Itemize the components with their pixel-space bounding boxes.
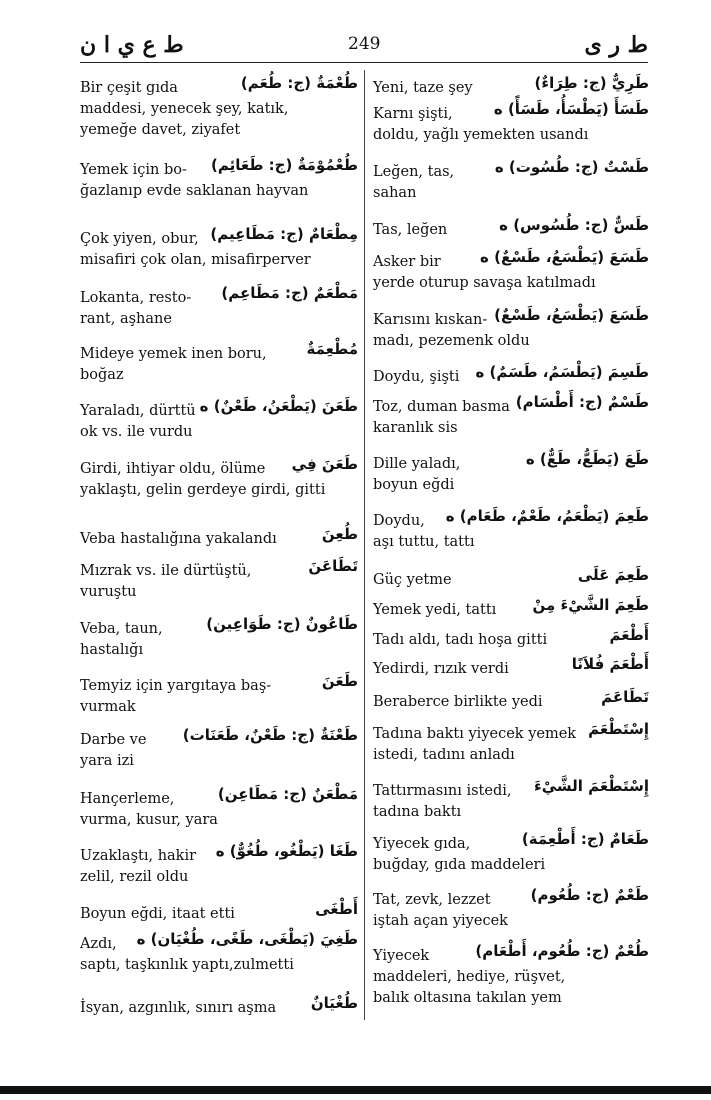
entry-arabic-headword: طَسْمٌ (ج: أَطْسَام)	[515, 393, 649, 411]
entry-definition-line: Yaraladı, dürttü	[80, 403, 196, 419]
page-bottom-bar	[0, 1086, 711, 1094]
entry-arabic-headword: طَسْتٌ (ج: طُسُوت) ه	[494, 158, 649, 176]
dictionary-entry	[373, 626, 649, 651]
dictionary-entry	[80, 994, 358, 1019]
entry-arabic-headword: مُطْعِمَةٌ	[306, 340, 358, 358]
entry-definition-line: vuruştu	[80, 584, 137, 600]
dictionary-entry	[80, 397, 358, 443]
entry-definition-line: Doydu,	[373, 513, 425, 529]
entry-definition-line: Yemek için bo-	[80, 162, 187, 178]
entry-arabic-headword: طَعَامٌ (ج: أَطْعِمَة)	[521, 830, 649, 848]
header-right-letters: ط ر ى	[584, 32, 648, 58]
entry-arabic-headword: طَسِمَ (يَطْسَمُ، طَسَمٌ) ه	[475, 363, 649, 381]
entry-definition-line: Yemek yedi, tattı	[373, 602, 497, 618]
entry-definition-line: istedi, tadını anladı	[373, 747, 515, 763]
entry-definition-line: Uzaklaştı, hakir	[80, 848, 197, 864]
entry-definition-line: Hançerleme,	[80, 791, 175, 807]
entry-arabic-headword: طَعَنَ (يَطْعَنُ، طَعْنٌ) ه	[199, 397, 358, 415]
entry-arabic-headword: طَعَنَ	[321, 672, 358, 690]
header-rule	[80, 62, 648, 63]
entry-arabic-headword: تَطَاعَمَ	[601, 688, 649, 706]
entry-definition-line: Karısını kıskan-	[373, 312, 488, 328]
dictionary-entry	[373, 886, 649, 932]
dictionary-entry	[80, 842, 358, 888]
entry-definition-line: Tadına baktı yiyecek yemek	[373, 726, 577, 742]
entry-arabic-headword: مَطْعَمٌ (ج: مَطَاعِم)	[221, 284, 358, 302]
entry-definition-line: Çok yiyen, obur,	[80, 231, 199, 247]
dictionary-entry	[373, 450, 649, 496]
dictionary-entry	[80, 900, 358, 925]
entry-definition-line: Temyiz için yargıtaya baş-	[80, 678, 272, 694]
entry-arabic-headword: أَطْغَى	[315, 900, 358, 918]
entry-definition-line: Toz, duman basma	[373, 399, 510, 415]
entry-definition-line: ğazlanıp evde saklanan hayvan	[80, 183, 309, 199]
entry-arabic-headword: طُغْيَانٌ	[310, 994, 358, 1012]
entry-definition-line: yaklaştı, gelin gerdeye girdi, gitti	[80, 482, 326, 498]
entry-definition-line: Karnı şişti,	[373, 106, 453, 122]
entry-definition-line: Veba, taun,	[80, 621, 163, 637]
entry-arabic-headword: طَغَا (يَطْغُو، طُغُوٌّ) ه	[215, 842, 358, 860]
dictionary-entry	[80, 615, 358, 661]
entry-definition-line: vurmak	[80, 699, 136, 715]
entry-arabic-headword: أَطْعَمَ	[609, 626, 649, 644]
dictionary-entry	[80, 340, 358, 386]
dictionary-entry	[80, 225, 358, 271]
entry-definition-line: Tat, zevk, lezzet	[373, 892, 491, 908]
dictionary-entry	[373, 688, 649, 713]
entry-definition-line: Girdi, ihtiyar oldu, ölüme	[80, 461, 266, 477]
entry-definition-line: aşı tuttu, tattı	[373, 534, 475, 550]
entry-definition-line: tadına baktı	[373, 804, 462, 820]
header-left-letters: ط ع ي ا ن	[80, 32, 184, 58]
entry-definition-line: Boyun eğdi, itaat etti	[80, 906, 235, 922]
entry-definition-line: rant, aşhane	[80, 311, 172, 327]
dictionary-entry	[80, 726, 358, 772]
entry-definition-line: misafiri çok olan, misafirperver	[80, 252, 311, 268]
entry-definition-line: Mızrak vs. ile dürtüştü,	[80, 563, 252, 579]
entry-definition-line: karanlık sis	[373, 420, 458, 436]
entry-arabic-headword: طَرِيٌّ (ج: طِرَاءٌ)	[534, 74, 649, 92]
dictionary-entry	[373, 216, 649, 241]
entry-arabic-headword: طَسَأَ (يَطْسَأُ، طَسَأً) ه	[493, 100, 649, 118]
entry-definition-line: Mideye yemek inen boru,	[80, 346, 267, 362]
entry-definition-line: Yiyecek	[373, 948, 430, 964]
entry-definition-line: Dille yaladı,	[373, 456, 461, 472]
entry-definition-line: yara izi	[80, 753, 134, 769]
entry-arabic-headword: طَسَعَ (يَطْسَعُ، طَسْعٌ) ه	[480, 248, 649, 266]
entry-definition-line: yemeğe davet, ziyafet	[80, 122, 241, 138]
entry-definition-line: hastalığı	[80, 642, 144, 658]
entry-definition-line: buğday, gıda maddeleri	[373, 857, 546, 873]
entry-definition-line: Tattırmasını istedi,	[373, 783, 512, 799]
entry-definition-line: madı, pezemenk oldu	[373, 333, 530, 349]
entry-arabic-headword: طَعَ (يَطَعُّ، طَعٌّ) ه	[525, 450, 649, 468]
entry-definition-line: Güç yetme	[373, 572, 452, 588]
dictionary-entry	[373, 830, 649, 876]
entry-arabic-headword: مِطْعَامٌ (ج: مَطَاعِيم)	[210, 225, 358, 243]
dictionary-entry	[373, 566, 649, 591]
entry-arabic-headword: طَعِمَ الشَّيْءَ مِنْ	[532, 596, 649, 614]
entry-arabic-headword: طَاعُونٌ (ج: طَوَاعِين)	[206, 615, 358, 633]
entry-definition-line: saptı, taşkınlık yaptı,zulmetti	[80, 957, 294, 973]
page-number: 249	[348, 34, 381, 54]
dictionary-entry	[80, 930, 358, 976]
entry-arabic-headword: إِسْتَطْعَمَ	[588, 720, 649, 738]
entry-definition-line: Darbe ve	[80, 732, 147, 748]
entry-definition-line: İsyan, azgınlık, sınırı aşma	[80, 1000, 277, 1016]
dictionary-entry	[373, 777, 649, 823]
entry-definition-line: yerde oturup savaşa katılmadı	[373, 275, 596, 291]
dictionary-entry	[80, 785, 358, 831]
entry-definition-line: doldu, yağlı yemekten usandı	[373, 127, 589, 143]
dictionary-entry	[80, 455, 358, 501]
dictionary-entry	[80, 525, 358, 550]
entry-arabic-headword: طَعِمَ (يَطْعَمُ، طَعْمٌ، طَعَام) ه	[445, 507, 649, 525]
entry-arabic-headword: طَسٌّ (ج: طُسُوس) ه	[499, 216, 649, 234]
entry-arabic-headword: طُعْمُوْمَةٌ (ج: طَعَائِم)	[210, 156, 358, 174]
dictionary-entry	[373, 507, 649, 553]
entry-arabic-headword: تَطَاعَنَ	[308, 557, 358, 575]
entry-arabic-headword: طَسَعَ (يَطْسَعُ، طَسْعٌ)	[494, 306, 649, 324]
entry-definition-line: Lokanta, resto-	[80, 290, 192, 306]
entry-arabic-headword: مَطْعَنٌ (ج: مَطَاعِن)	[217, 785, 358, 803]
entry-definition-line: zelil, rezil oldu	[80, 869, 189, 885]
dictionary-entry	[80, 672, 358, 718]
dictionary-entry	[373, 393, 649, 439]
entry-definition-line: Doydu, şişti	[373, 369, 460, 385]
entry-definition-line: Yiyecek gıda,	[373, 836, 471, 852]
entry-definition-line: Yedirdi, rızık verdi	[373, 661, 509, 677]
entry-arabic-headword: طَعَنَ فِي	[291, 455, 358, 473]
dictionary-entry	[373, 100, 649, 146]
entry-definition-line: boğaz	[80, 367, 124, 383]
dictionary-entry	[373, 655, 649, 680]
dictionary-entry	[373, 596, 649, 621]
entry-arabic-headword: طَعِمَ عَلَى	[577, 566, 649, 584]
entry-definition-line: balık oltasına takılan yem	[373, 990, 562, 1006]
entry-definition-line: iştah açan yiyecek	[373, 913, 508, 929]
entry-definition-line: vurma, kusur, yara	[80, 812, 218, 828]
dictionary-entry	[373, 720, 649, 766]
entry-arabic-headword: طَعْمٌ (ج: طُعُوم)	[530, 886, 649, 904]
entry-arabic-headword: طَعْنَةٌ (ج: طَعْنٌ، طَعَنَات)	[182, 726, 358, 744]
dictionary-entry	[373, 363, 649, 388]
entry-arabic-headword: طُعِنَ	[321, 525, 358, 543]
entry-arabic-headword: طُعْمَةٌ (ج: طُعَم)	[240, 74, 358, 92]
entry-definition-line: Tas, leğen	[373, 222, 448, 238]
entry-definition-line: Asker bir	[373, 254, 441, 270]
dictionary-entry	[373, 158, 649, 204]
dictionary-entry	[80, 284, 358, 330]
dictionary-entry	[373, 942, 649, 1009]
entry-definition-line: Yeni, taze şey	[373, 80, 473, 96]
dictionary-entry	[80, 557, 358, 603]
entry-definition-line: ok vs. ile vurdu	[80, 424, 193, 440]
entry-arabic-headword: طُعْمٌ (ج: طُعُوم، أَطْعَام)	[475, 942, 649, 960]
entry-definition-line: Bir çeşit gıda	[80, 80, 178, 96]
entry-definition-line: sahan	[373, 185, 417, 201]
page-header	[80, 32, 648, 62]
entry-arabic-headword: أَطْعَمَ فُلاَنًا	[571, 655, 649, 673]
entry-arabic-headword: طَغِيَ (يَطْغَى، طَغًى، طُغْيَان) ه	[136, 930, 358, 948]
entry-definition-line: boyun eğdi	[373, 477, 455, 493]
entry-definition-line: Tadı aldı, tadı hoşa gitti	[373, 632, 548, 648]
dictionary-entry	[80, 74, 358, 141]
entry-definition-line: maddesi, yenecek şey, katık,	[80, 101, 289, 117]
entry-definition-line: maddeleri, hediye, rüşvet,	[373, 969, 566, 985]
dictionary-entry	[373, 306, 649, 352]
entry-definition-line: Beraberce birlikte yedi	[373, 694, 543, 710]
column-divider	[364, 70, 365, 1020]
entry-definition-line: Veba hastalığına yakalandı	[80, 531, 277, 547]
dictionary-entry	[373, 74, 649, 99]
entry-definition-line: Azdı,	[80, 936, 117, 952]
entry-arabic-headword: إِسْتَطْعَمَ الشَّيْءَ	[534, 777, 649, 795]
dictionary-entry	[373, 248, 649, 294]
entry-definition-line: Leğen, tas,	[373, 164, 455, 180]
dictionary-entry	[80, 156, 358, 202]
